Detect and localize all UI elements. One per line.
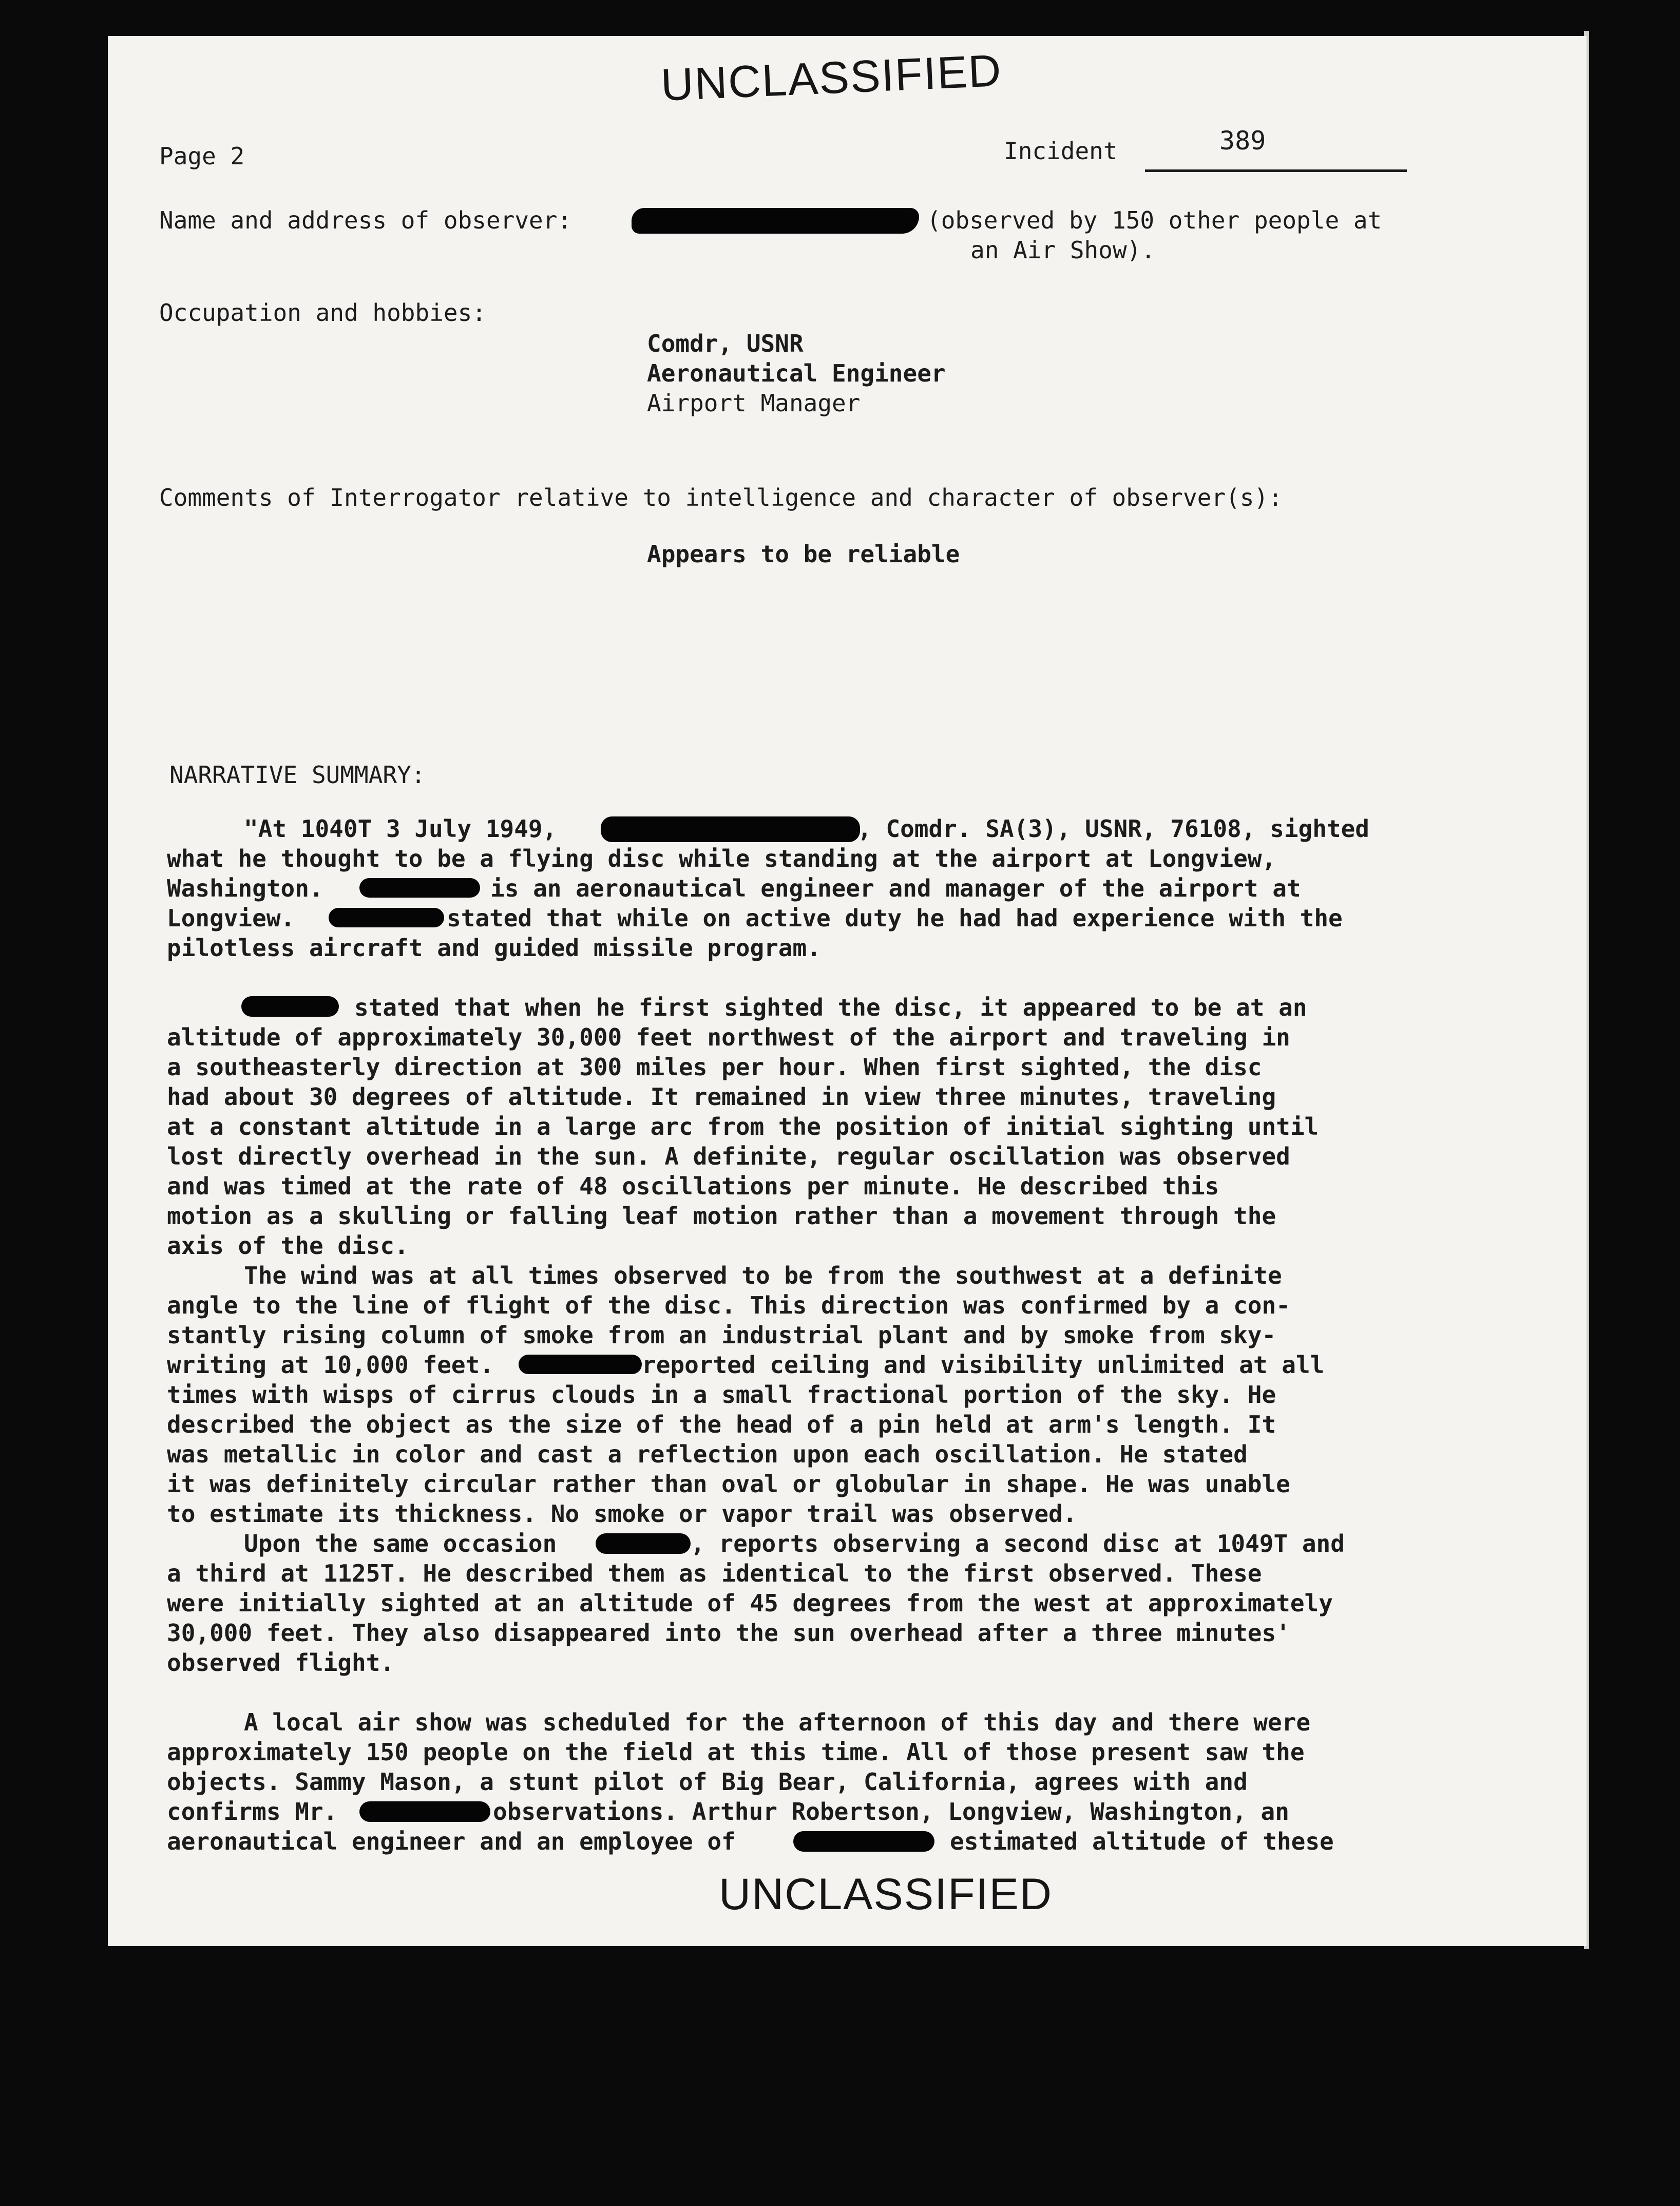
observer-note-line1: (observed by 150 other people at (927, 206, 1382, 234)
classification-stamp-top: UNCLASSIFIED (660, 45, 1003, 110)
observer-label: Name and address of observer: (159, 206, 572, 234)
narrative-line: , reports observing a second disc at 1049T and (691, 1530, 1345, 1557)
narrative-line: described the object as the size of the head of a pin held at arm's length. It (167, 1411, 1276, 1438)
page-label: Page 2 (159, 142, 245, 170)
narrative-line: Washington. (167, 874, 323, 902)
redaction-name (241, 996, 339, 1017)
narrative-line: to estimate its thickness. No smoke or vapor trail was observed. (167, 1500, 1077, 1528)
redaction-name (519, 1355, 642, 1374)
narrative-line: stantly rising column of smoke from an industrial plant and by smoke from sky- (167, 1321, 1276, 1349)
redaction-name (596, 1533, 691, 1554)
narrative-line: confirms Mr. (167, 1798, 338, 1825)
redaction-name (359, 878, 480, 898)
occupation-label: Occupation and hobbies: (159, 299, 486, 327)
comments-label: Comments of Interrogator relative to intelligence and character of observer(s): (159, 484, 1283, 511)
narrative-line: axis of the disc. (167, 1232, 409, 1260)
incident-label: Incident (1004, 137, 1118, 165)
narrative-line: 30,000 feet. They also disappeared into the sun overhead after a three minutes' (167, 1619, 1290, 1647)
narrative-line: estimated altitude of these (950, 1828, 1334, 1855)
narrative-line: observations. Arthur Robertson, Longview, Washington, an (493, 1798, 1289, 1825)
narrative-line: aeronautical engineer and an employee of (167, 1828, 736, 1855)
narrative-line: is an aeronautical engineer and manager of the airport at (490, 874, 1301, 902)
narrative-line: objects. Sammy Mason, a stunt pilot of Big Bear, California, agrees with and (167, 1768, 1248, 1796)
narrative-line: , Comdr. SA(3), USNR, 76108, sighted (857, 815, 1369, 843)
narrative-line: angle to the line of flight of the disc. This direction was confirmed by a con- (167, 1291, 1290, 1319)
redaction-name (601, 816, 860, 842)
occupation-line-3: Airport Manager (647, 389, 861, 417)
comments-value: Appears to be reliable (647, 540, 960, 568)
redaction-name (793, 1831, 934, 1852)
narrative-line: approximately 150 people on the field at this time. All of those present saw the (167, 1738, 1305, 1766)
occupation-line-1: Comdr, USNR (647, 330, 804, 357)
narrative-line: Longview. (167, 904, 295, 932)
redaction-name (359, 1801, 490, 1822)
narrative-line: writing at 10,000 feet. (167, 1351, 494, 1379)
narrative-line: and was timed at the rate of 48 oscillations per minute. He described this (167, 1172, 1219, 1200)
narrative-line: what he thought to be a flying disc while standing at the airport at Longview, (167, 845, 1276, 872)
narrative-line: it was definitely circular rather than oval or globular in shape. He was unable (167, 1470, 1290, 1498)
narrative-line: reported ceiling and visibility unlimited at all (642, 1351, 1325, 1379)
narrative-line: stated that while on active duty he had had experience with the (447, 904, 1343, 932)
narrative-line: The wind was at all times observed to be from the southwest at a definite (244, 1262, 1282, 1289)
narrative-line: was metallic in color and cast a reflection upon each oscillation. He stated (167, 1440, 1248, 1468)
redaction-name (329, 908, 444, 927)
narrative-line: altitude of approximately 30,000 feet northwest of the airport and traveling in (167, 1023, 1290, 1051)
narrative-line: pilotless aircraft and guided missile program. (167, 934, 821, 962)
narrative-line: a third at 1125T. He described them as identical to the first observed. These (167, 1560, 1262, 1587)
narrative-line: A local air show was scheduled for the afternoon of this day and there were (244, 1708, 1311, 1736)
incident-underline (1145, 169, 1407, 172)
narrative-line: lost directly overhead in the sun. A definite, regular oscillation was observed (167, 1143, 1290, 1170)
occupation-line-2: Aeronautical Engineer (647, 359, 946, 387)
narrative-heading: NARRATIVE SUMMARY: (169, 761, 426, 789)
narrative-line: stated that when he first sighted the disc, it appeared to be at an (354, 994, 1307, 1021)
narrative-line: at a constant altitude in a large arc from the position of initial sighting until (167, 1113, 1319, 1140)
narrative-line: were initially sighted at an altitude of 45 degrees from the west at approximately (167, 1589, 1333, 1617)
narrative-line: times with wisps of cirrus clouds in a small fractional portion of the sky. He (167, 1381, 1276, 1409)
narrative-line: had about 30 degrees of altitude. It remained in view three minutes, traveling (167, 1083, 1276, 1111)
narrative-line: "At 1040T 3 July 1949, (244, 815, 557, 843)
narrative-line: motion as a skulling or falling leaf motion rather than a movement through the (167, 1202, 1276, 1230)
observer-note-line2: an Air Show). (970, 236, 1156, 264)
incident-number: 389 (1219, 126, 1266, 156)
narrative-line: Upon the same occasion (244, 1530, 557, 1557)
classification-stamp-bottom: UNCLASSIFIED (719, 1870, 1053, 1919)
narrative-line: observed flight. (167, 1649, 395, 1677)
redaction-observer-name (632, 208, 919, 234)
narrative-line: a southeasterly direction at 300 miles per hour. When first sighted, the disc (167, 1053, 1262, 1081)
